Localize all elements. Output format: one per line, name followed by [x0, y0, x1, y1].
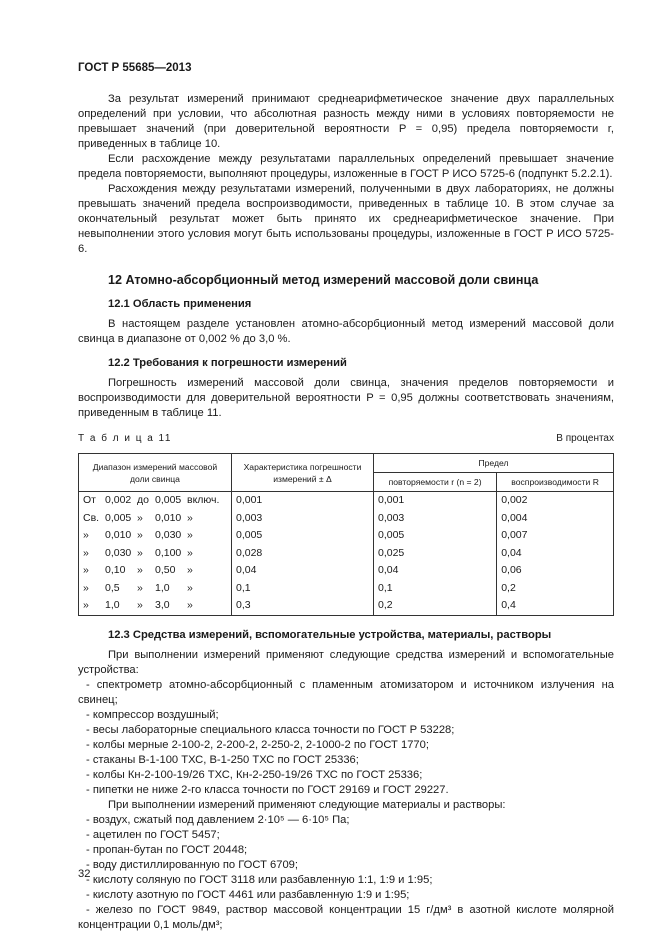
- repeatability-cell: 0,04: [374, 562, 497, 580]
- range-part: 0,005: [105, 511, 132, 524]
- list-item: - воду дистиллированную по ГОСТ 6709;: [86, 858, 299, 871]
- repeatability-cell: 0,003: [374, 510, 497, 528]
- repeatability-cell: 0,025: [374, 545, 497, 563]
- paragraph: Если расхождение между результатами параллельных определений превышает значение предела повторяемости, выполняют процедуры, изложенные в ГОСТ Р ИСО 5725-6 (подпункт 5.2.2.1).: [78, 153, 614, 180]
- range-part: »: [83, 581, 89, 594]
- range-part: »: [137, 511, 143, 524]
- list-item: - кислоту азотную по ГОСТ 4461 или разбавленную 1:9 и 1:95;: [86, 888, 410, 901]
- range-part: »: [187, 599, 193, 612]
- table-row: [79, 527, 614, 545]
- range-part: Св.: [83, 511, 100, 524]
- range-part: 0,5: [105, 581, 120, 594]
- reproducibility-cell: 0,2: [497, 580, 614, 598]
- range-part: »: [187, 529, 193, 542]
- section-title: 12 Атомно-абсорбционный метод измерений массовой доли свинца: [108, 273, 539, 287]
- range-part: 0,002: [105, 494, 132, 507]
- column-header-repeatability: повторяемости r (n = 2): [374, 473, 497, 492]
- repeatability-cell: 0,1: [374, 580, 497, 598]
- range-part: 0,50: [155, 564, 176, 577]
- error-cell: 0,04: [232, 562, 374, 580]
- range-cell: [79, 545, 232, 563]
- range-cell: [79, 527, 232, 545]
- range-part: От: [83, 494, 96, 507]
- range-part: »: [137, 529, 143, 542]
- data-table: [78, 453, 614, 616]
- table-row: [79, 597, 614, 615]
- range-part: 0,010: [155, 511, 182, 524]
- range-cell: [79, 492, 232, 510]
- range-cell: [79, 562, 232, 580]
- table-caption-row: [78, 431, 614, 446]
- range-part: »: [137, 581, 143, 594]
- range-part: »: [137, 564, 143, 577]
- table-row: [79, 580, 614, 598]
- range-part: 0,030: [155, 529, 182, 542]
- paragraph: За результат измерений принимают среднеарифметическое значение двух параллельных определений при условии, что абсолютная разность между ними в условиях повторяемости не превышает значений (при доверительной вероятности P = 0,95) предела повторяемости r, приведенных в таблице 10.: [78, 93, 614, 150]
- subsection-title: 12.3 Средства измерений, вспомогательные устройства, материалы, растворы: [108, 628, 552, 641]
- list-item: - колбы мерные 2-100-2, 2-200-2, 2-250-2, 2-1000-2 по ГОСТ 1770;: [86, 738, 429, 751]
- error-cell: 0,001: [232, 492, 374, 510]
- paragraph: В настоящем разделе установлен атомно-абсорбционный метод измерений массовой доли свинца в диапазоне от 0,002 % до 3,0 %.: [78, 318, 614, 345]
- range-part: »: [187, 581, 193, 594]
- range-cell: [79, 510, 232, 528]
- column-header-range: Диапазон измерений массовой доли свинца: [79, 454, 232, 492]
- table-row: [79, 562, 614, 580]
- range-part: »: [83, 546, 89, 559]
- list-item: - пипетки не ниже 2-го класса точности по ГОСТ 29169 и ГОСТ 29227.: [86, 783, 449, 796]
- error-cell: 0,3: [232, 597, 374, 615]
- error-cell: 0,003: [232, 510, 374, 528]
- range-part: 0,005: [155, 494, 182, 507]
- materials-list: [78, 813, 614, 933]
- document-header: ГОСТ Р 55685—2013: [78, 62, 192, 74]
- range-part: 0,100: [155, 546, 182, 559]
- list-item: - воздух, сжатый под давлением 2·10⁵ — 6·10⁵ Па;: [86, 813, 350, 826]
- document-body: [78, 92, 614, 933]
- list-item: - весы лабораторные специального класса точности по ГОСТ Р 53228;: [86, 723, 455, 736]
- subsection-title: 12.2 Требования к погрешности измерений: [108, 357, 347, 369]
- page-number: 32: [78, 868, 91, 880]
- range-part: »: [137, 546, 143, 559]
- list-item: - железо по ГОСТ 9849, раствор массовой концентрации 15 г/дм³ в азотной кислоте молярной концентрации 0,1 моль/дм³;: [78, 903, 614, 931]
- column-header-limit: Предел: [374, 454, 614, 473]
- repeatability-cell: 0,001: [374, 492, 497, 510]
- error-cell: 0,1: [232, 580, 374, 598]
- list-item: - кислоту соляную по ГОСТ 3118 или разбавленную 1:1, 1:9 и 1:95;: [86, 873, 433, 886]
- table-row: [79, 510, 614, 528]
- reproducibility-cell: 0,4: [497, 597, 614, 615]
- range-part: »: [83, 529, 89, 542]
- table-caption: Т а б л и ц а 11: [78, 433, 172, 444]
- subsection-title: 12.1 Область применения: [108, 298, 252, 310]
- table-row: [79, 545, 614, 563]
- range-part: 1,0: [105, 599, 120, 612]
- reproducibility-cell: 0,007: [497, 527, 614, 545]
- column-header-error: Характеристика погрешности измерений ± Δ: [232, 454, 374, 492]
- range-part: до: [137, 494, 149, 507]
- repeatability-cell: 0,2: [374, 597, 497, 615]
- paragraph: Погрешность измерений массовой доли свинца, значения пределов повторяемости и воспроизводимости для доверительной вероятности P = 0,95 должны соответствовать значениям, приведенным в таблице 11.: [78, 377, 614, 419]
- range-part: 0,10: [105, 564, 126, 577]
- equipment-list: [78, 678, 614, 798]
- range-part: »: [83, 564, 89, 577]
- list-item: - компрессор воздушный;: [86, 708, 219, 721]
- table-row: [79, 492, 614, 510]
- list-item: - колбы Кн-2-100-19/26 ТХС, Кн-2-250-19/26 ТХС по ГОСТ 25336;: [86, 768, 423, 781]
- range-part: »: [137, 599, 143, 612]
- range-part: »: [187, 546, 193, 559]
- range-part: »: [83, 599, 89, 612]
- range-cell: [79, 580, 232, 598]
- repeatability-cell: 0,005: [374, 527, 497, 545]
- range-part: 0,030: [105, 546, 132, 559]
- range-part: »: [187, 564, 193, 577]
- list-item: - ацетилен по ГОСТ 5457;: [86, 828, 220, 841]
- range-cell: [79, 597, 232, 615]
- range-part: 0,010: [105, 529, 132, 542]
- list-item: - пропан-бутан по ГОСТ 20448;: [86, 843, 248, 856]
- error-cell: 0,028: [232, 545, 374, 563]
- paragraph: При выполнении измерений применяют следующие материалы и растворы:: [108, 798, 506, 811]
- column-header-reproducibility: воспроизводимости R: [497, 473, 614, 492]
- paragraph: При выполнении измерений применяют следующие средства измерений и вспомогательные устройства:: [78, 648, 614, 676]
- paragraph: Расхождения между результатами измерений, полученными в двух лабораториях, не должны превышать значений предела воспроизводимости, приведенных в таблице 10. В этом случае за окончательный результат может быть принято их среднеарифметическое значение. При невыполнении этого условия могут быть использованы процедуры, изложенные в ГОСТ Р ИСО 5725-6.: [78, 183, 614, 255]
- range-part: включ.: [187, 494, 220, 507]
- range-part: 3,0: [155, 599, 170, 612]
- reproducibility-cell: 0,002: [497, 492, 614, 510]
- reproducibility-cell: 0,04: [497, 545, 614, 563]
- range-part: »: [187, 511, 193, 524]
- range-part: 1,0: [155, 581, 170, 594]
- reproducibility-cell: 0,06: [497, 562, 614, 580]
- error-cell: 0,005: [232, 527, 374, 545]
- reproducibility-cell: 0,004: [497, 510, 614, 528]
- list-item: - стаканы В-1-100 ТХС, В-1-250 ТХС по ГОСТ 25336;: [86, 753, 359, 766]
- list-item: - спектрометр атомно-абсорбционный с пламенным атомизатором и источником излучения на свинец;: [78, 678, 614, 706]
- table-units: В процентах: [556, 433, 614, 444]
